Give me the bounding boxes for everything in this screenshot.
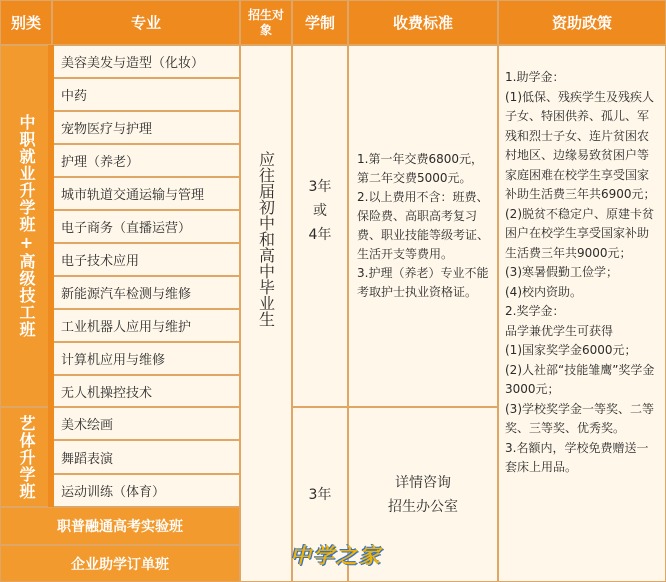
fee-item: 3.护理（养老）专业不能考取护士执业资格证。: [357, 266, 489, 299]
fees-cell: [348, 45, 498, 407]
aid-item: 3.名额内，学校免费赠送一套床上用品。: [505, 440, 649, 474]
duration-art: 3年: [308, 486, 332, 503]
major-row: 城市轨道交通运输与管理: [52, 177, 240, 210]
category-art-label: 艺体升学班: [17, 414, 36, 500]
header-target: 招生对象: [240, 0, 292, 45]
duration-line: 3年: [308, 179, 332, 195]
contact-line: 详情咨询: [395, 474, 451, 491]
aid-item: (3)寒暑假勤工俭学；: [505, 265, 618, 279]
header-fees: 收费标准: [348, 0, 498, 45]
aid-item: 1.助学金：: [505, 70, 565, 84]
aid-item: (2)人社部“技能雏鹰”奖学金3000元；: [505, 362, 655, 396]
watermark-logo: 中学之家: [290, 544, 382, 568]
aid-item: 品学兼优学生可获得: [505, 323, 614, 338]
fees-text: [357, 150, 489, 302]
aid-cell: [498, 45, 666, 582]
category-art: [0, 407, 52, 507]
major-row: 电子技术应用: [52, 243, 240, 276]
header-duration: 学制: [292, 0, 348, 45]
major-row: 中药: [52, 78, 240, 111]
special-class-row: 职普融通高考实验班: [0, 507, 240, 545]
aid-item: (1)国家奖学金6000元；: [505, 343, 637, 357]
duration-line: 4年: [308, 227, 332, 243]
contact-text: [388, 471, 458, 519]
major-row: 舞蹈表演: [52, 440, 240, 474]
header-aid: 资助政策: [498, 0, 666, 45]
major-row: 计算机应用与维修: [52, 342, 240, 375]
major-row: 无人机操控技术: [52, 375, 240, 407]
major-edge-accent: [48, 45, 54, 507]
major-row: 工业机器人应用与维护: [52, 309, 240, 342]
fee-item: 1.第一年交费6800元，第二年交费5000元。: [357, 152, 483, 185]
duration-line: 或: [312, 203, 327, 219]
aid-item: (3)学校奖学金一等奖、二等奖、三等奖、优秀奖。: [505, 401, 654, 435]
aid-item: 2.奖学金：: [505, 304, 565, 318]
contact-line: 招生办公室: [388, 498, 458, 515]
special-class-row: 企业助学订单班: [0, 545, 240, 582]
major-row: 美术绘画: [52, 407, 240, 440]
major-row: 新能源汽车检测与维修: [52, 276, 240, 309]
major-row: 宠物医疗与护理: [52, 111, 240, 144]
aid-item: (4)校内资助。: [505, 284, 582, 299]
aid-item: (2)脱贫不稳定户、原建卡贫困户在校学生享受国家补助生活费三年共9000元；: [505, 206, 654, 260]
aid-item: (1)低保、残疾学生及残疾人子女、特困供养、孤儿、军残和烈士子女、连片贫困农村地区、边缘易致贫困户等家庭困难在校学生享受国家补助生活费三年共6900元；: [505, 89, 656, 201]
major-row: 电子商务（直播运营）: [52, 210, 240, 243]
fee-item: 2.以上费用不含：班费、保险费、高职高考复习费、职业技能等级考证、生活开支等费用。: [357, 190, 490, 261]
target-text: 应往届初中和高中毕业生: [256, 150, 276, 327]
header-category: 别类: [0, 0, 52, 45]
major-row: 美容美发与造型（化妆）: [52, 45, 240, 78]
major-row: 运动训练（体育）: [52, 474, 240, 507]
target-cell: [240, 45, 292, 582]
major-row: 护理（养老）: [52, 144, 240, 177]
duration-main-cell: [292, 45, 348, 407]
category-main-label: 中职就业升学班+高级技工班: [17, 114, 36, 338]
duration-main: [309, 175, 332, 247]
header-major: 专业: [52, 0, 240, 45]
category-main: [0, 45, 52, 407]
